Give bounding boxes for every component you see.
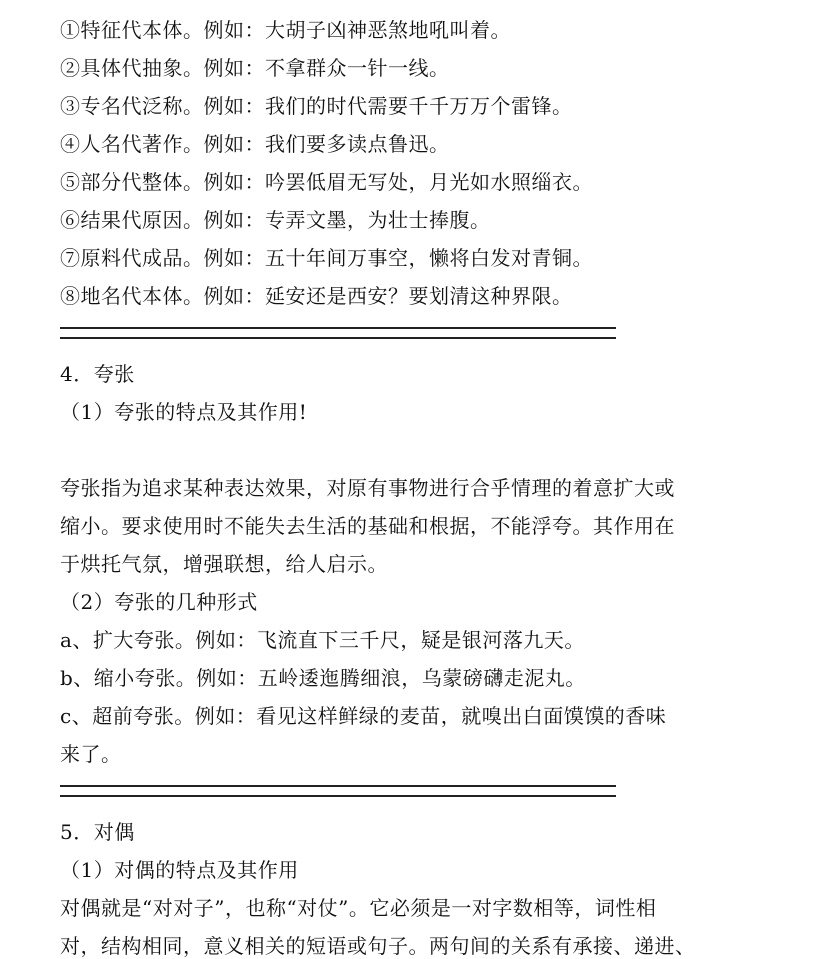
metonymy-item: ⑥结果代原因。例如：专弄文墨，为壮士捧腹。 (60, 208, 491, 232)
metonymy-item: ⑧地名代本体。例如：延安还是西安？要划清这种界限。 (60, 284, 573, 308)
section-divider (60, 785, 616, 797)
hyperbole-form-item: a、扩大夸张。例如：飞流直下三千尺，疑是银河落九天。 (60, 628, 585, 652)
paragraph-line: 于烘托气氛，增强联想，给人启示。 (60, 552, 388, 576)
subheading-hyperbole-forms: （2）夸张的几种形式 (60, 590, 258, 614)
metonymy-item: ③专名代泛称。例如：我们的时代需要千千万万个雷锋。 (60, 94, 573, 118)
paragraph-line: 夸张指为追求某种表达效果，对原有事物进行合乎情理的着意扩大或 (60, 476, 675, 500)
metonymy-item: ⑤部分代整体。例如：吟罢低眉无写处，月光如水照缁衣。 (60, 170, 593, 194)
subheading-antithesis-features: （1）对偶的特点及其作用 (60, 858, 299, 882)
hyperbole-form-item: b、缩小夸张。例如：五岭逶迤腾细浪，乌蒙磅礴走泥丸。 (60, 666, 586, 690)
metonymy-item: ①特征代本体。例如：大胡子凶神恶煞地吼叫着。 (60, 18, 511, 42)
subheading-hyperbole-features: （1）夸张的特点及其作用! (60, 400, 308, 424)
paragraph-line: 对，结构相同，意义相关的短语或句子。两句间的关系有承接、递进、 (60, 934, 696, 958)
hyperbole-form-item-continued: 来了。 (60, 742, 122, 766)
paragraph-line: 缩小。要求使用时不能失去生活的基础和根据，不能浮夸。其作用在 (60, 514, 675, 538)
metonymy-item: ④人名代著作。例如：我们要多读点鲁迅。 (60, 132, 450, 156)
section-heading-hyperbole: 4．夸张 (60, 362, 135, 386)
section-heading-antithesis: 5．对偶 (60, 820, 135, 844)
metonymy-item: ②具体代抽象。例如：不拿群众一针一线。 (60, 56, 450, 80)
metonymy-item: ⑦原料代成品。例如：五十年间万事空，懒将白发对青铜。 (60, 246, 593, 270)
paragraph-line: 对偶就是“对对子”，也称“对仗”。它必须是一对字数相等，词性相 (60, 896, 657, 920)
section-divider (60, 327, 616, 339)
hyperbole-form-item: c、超前夸张。例如：看见这样鲜绿的麦苗，就嗅出白面馍馍的香味 (60, 704, 667, 728)
